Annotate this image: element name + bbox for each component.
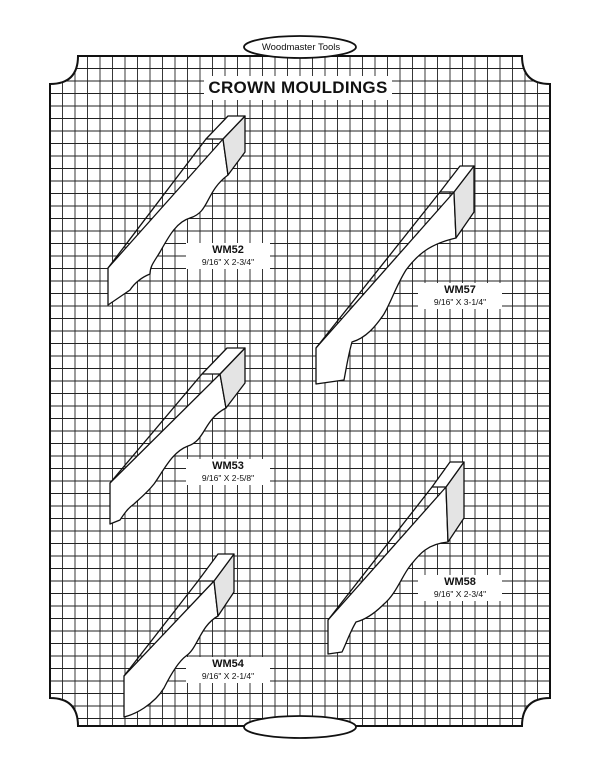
moulding-size: 9/16" X 3-1/4"	[433, 297, 487, 307]
moulding-size: 9/16" X 2-3/4"	[201, 257, 255, 267]
label-wm54	[186, 657, 270, 683]
moulding-code: WM58	[444, 576, 476, 588]
moulding-code: WM57	[444, 284, 476, 296]
label-wm52	[186, 243, 270, 269]
moulding-code: WM54	[212, 658, 244, 670]
brand-name: Woodmaster Tools	[261, 41, 341, 53]
grid-lines	[50, 56, 550, 726]
label-wm58	[418, 575, 502, 601]
label-wm57	[418, 283, 502, 309]
page-title: CROWN MOULDINGS	[208, 78, 388, 97]
bottom-oval	[244, 716, 356, 738]
moulding-size: 9/16" X 2-1/4"	[201, 671, 255, 681]
moulding-code: WM53	[212, 460, 244, 472]
moulding-size: 9/16" X 2-5/8"	[201, 473, 255, 483]
moulding-wm58-drawing	[328, 462, 464, 654]
label-wm53	[186, 459, 270, 485]
moulding-size: 9/16" X 2-3/4"	[433, 589, 487, 599]
moulding-wm54-drawing	[124, 554, 234, 717]
graph-grid	[50, 56, 550, 726]
page-title-box	[204, 76, 392, 100]
moulding-code: WM52	[212, 244, 244, 256]
moulding-wm52-drawing	[108, 116, 245, 305]
